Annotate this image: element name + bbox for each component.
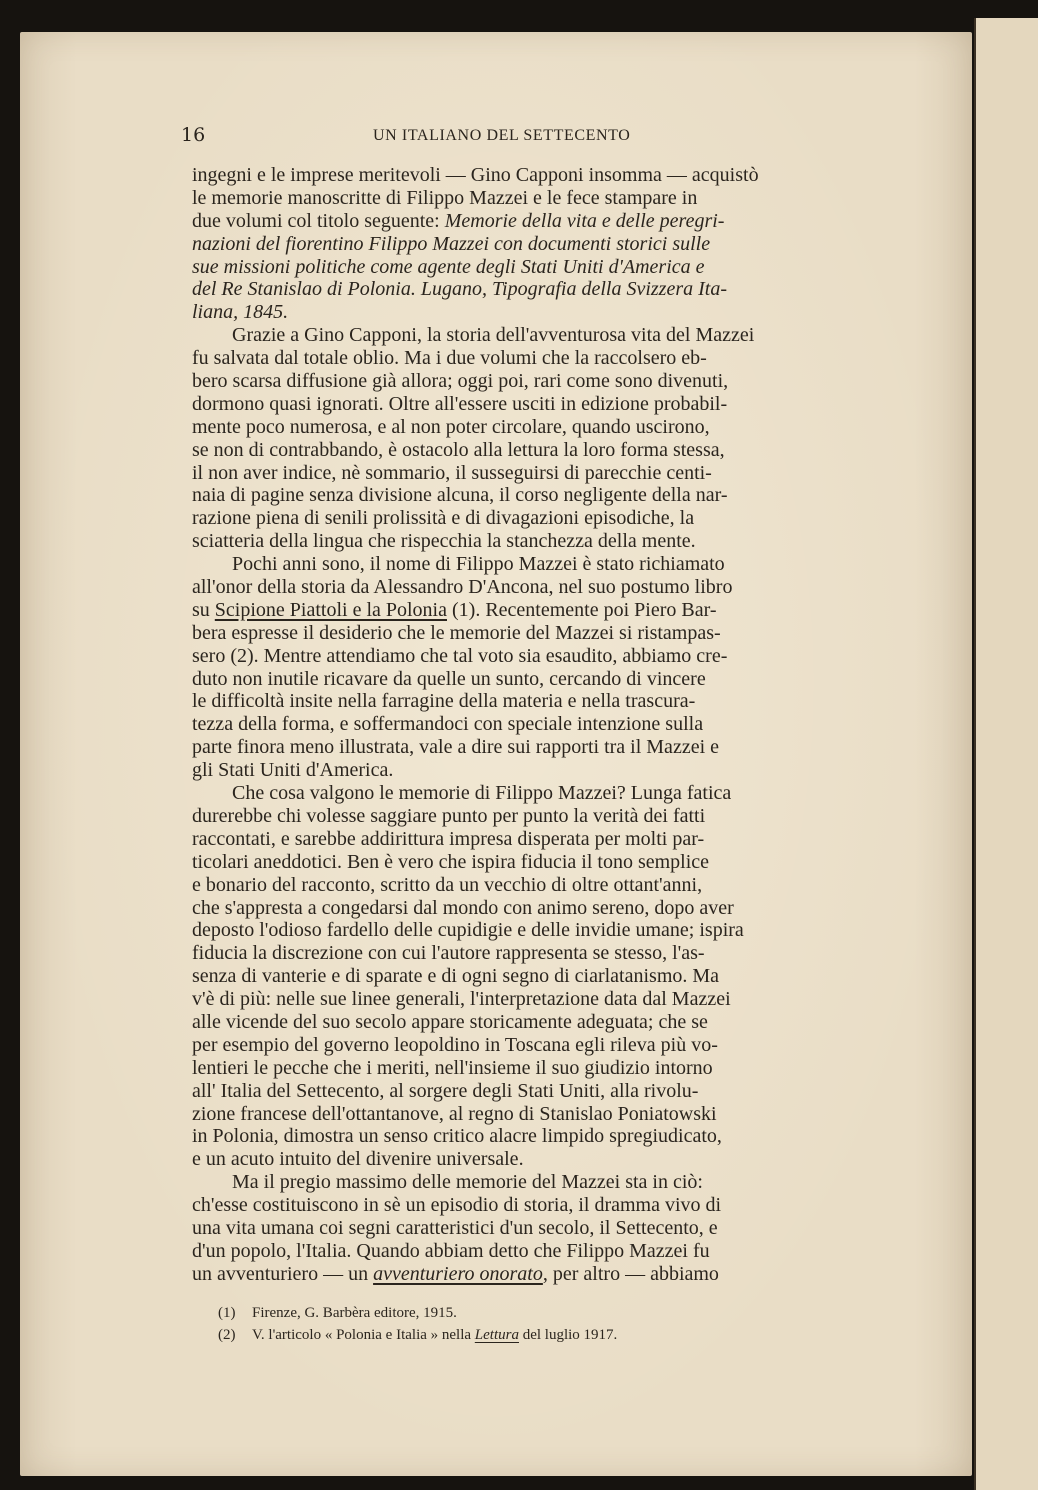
text-segment: un avventuriero — un: [192, 1262, 374, 1285]
text-line: deposto l'odioso fardello delle cupidigie e delle invidie umane; ispira: [192, 919, 744, 942]
text-line: [192, 256, 868, 279]
text-line: [192, 278, 868, 301]
text-line: dormono quasi ignorati. Oltre all'essere usciti in edizione probabil-: [192, 392, 728, 415]
facing-page-edge: [974, 18, 1038, 1490]
text-line: Grazie a Gino Capponi, la storia dell'avventurosa vita del Mazzei: [232, 324, 755, 347]
running-head: [0, 124, 1038, 152]
text-line: fiducia la discrezione con cui l'autore rappresenta se stesso, l'as-: [192, 942, 705, 965]
text-line: duto non inutile ricavare da quelle un sunto, cercando di vincere: [192, 667, 706, 690]
text-line: razione piena di senili prolissità e di divagazioni episodiche, la: [192, 507, 695, 530]
running-title: UN ITALIANO DEL SETTECENTO: [373, 127, 631, 144]
text-line: bera espresse il desiderio che le memorie del Mazzei si ristampas-: [192, 621, 721, 644]
text-segment: (1). Recentemente poi Piero Bar-: [447, 598, 717, 621]
page-number: 16: [181, 124, 206, 146]
text-segment: Scipione Piattoli e la Polonia: [214, 598, 447, 621]
text-line: ingegni e le imprese meritevoli — Gino Capponi insomma — acquistò: [192, 164, 759, 186]
text-line: [192, 210, 868, 233]
footnotes: [218, 1302, 858, 1346]
text-line: e bonario del racconto, scritto da un vecchio di oltre ottant'anni,: [192, 873, 703, 896]
footnote-marker: (1): [218, 1305, 236, 1321]
italic-segment: nazioni del fiorentino Filippo Mazzei con documenti storici sulle: [192, 232, 711, 255]
text-line: mente poco numerosa, e al non poter circolare, quando uscirono,: [192, 415, 710, 438]
footnote-text: V. l'articolo « Polonia e Italia » nella: [252, 1327, 475, 1343]
text-line: senza di vanterie e di sparate e di ogni segno di ciarlatanismo. Ma: [192, 965, 720, 988]
text-line: all' Italia del Settecento, al sorgere degli Stati Uniti, alla rivolu-: [192, 1079, 699, 1102]
text-line: Ma il pregio massimo delle memorie del Mazzei sta in ciò:: [232, 1171, 703, 1194]
italic-segment: liana, 1845.: [192, 301, 289, 324]
text-line: Che cosa valgono le memorie di Filippo Mazzei? Lunga fatica: [232, 782, 732, 805]
text-line: e un acuto intuito del divenire universale.: [192, 1148, 524, 1171]
text-line: fu salvata dal totale oblio. Ma i due volumi che la raccolsero eb-: [192, 347, 707, 370]
text-line: bero scarsa diffusione già allora; oggi poi, rari come sono divenuti,: [192, 370, 729, 393]
text-segment: , per altro — abbiamo: [542, 1262, 719, 1285]
text-line: naia di pagine senza divisione alcuna, il corso negligente della nar-: [192, 484, 728, 507]
footnote-text: Firenze, G. Barbèra editore, 1915.: [252, 1305, 457, 1321]
text-line: sciatteria della lingua che rispecchia la stanchezza della mente.: [192, 530, 696, 553]
italic-segment: del Re Stanislao di Polonia. Lugano, Tipografia della Svizzera Ita-: [192, 278, 727, 301]
text-line: le difficoltà insite nella farragine della materia e nella trascura-: [192, 690, 696, 713]
text-line: ch'esse costituiscono in sè un episodio di storia, il dramma vivo di: [192, 1194, 722, 1217]
text-line: zione francese dell'ottantanove, al regno di Stanislao Poniatowski: [192, 1102, 717, 1125]
text-line: il non aver indice, nè sommario, il susseguirsi di parecchie centi-: [192, 461, 712, 484]
text-line: d'un popolo, l'Italia. Quando abbiam detto che Filippo Mazzei fu: [192, 1239, 710, 1262]
footnote: [218, 1302, 858, 1324]
text-line: se non di contrabbando, è ostacolo alla lettura la loro forma stessa,: [192, 438, 725, 461]
italic-segment: Memorie della vita e delle peregri-: [444, 209, 725, 232]
text-line: gli Stati Uniti d'America.: [192, 759, 394, 782]
text-line: ticolari aneddotici. Ben è vero che ispira fiducia il tono semplice: [192, 850, 710, 873]
text-line: raccontati, e sarebbe addirittura impresa disperata per molti par-: [192, 827, 705, 850]
text-line: per esempio del governo leopoldino in Toscana egli rileva più vo-: [192, 1033, 718, 1056]
footnote: [218, 1324, 858, 1346]
text-line: all'onor della storia da Alessandro D'Ancona, nel suo postumo libro: [192, 576, 733, 599]
text-line: in Polonia, dimostra un senso critico alacre limpido spregiudicato,: [192, 1125, 722, 1148]
text-line: sero (2). Mentre attendiamo che tal voto sia esaudito, abbiamo cre-: [192, 644, 728, 667]
text-line: [192, 599, 868, 622]
text-line: [192, 233, 868, 256]
text-line: v'è di più: nelle sue linee generali, l'interpretazione data dal Mazzei: [192, 988, 731, 1011]
text-line: una vita umana coi segni caratteristici d'un secolo, il Settecento, e: [192, 1216, 718, 1239]
italic-segment: sue missioni politiche come agente degli Stati Uniti d'America e: [192, 255, 705, 278]
main-text-block: [192, 164, 868, 1286]
text-line: parte finora meno illustrata, vale a dire sui rapporti tra il Mazzei e: [192, 736, 720, 759]
text-line: [192, 1263, 868, 1286]
text-line: che s'appresta a congedarsi dal mondo con animo sereno, dopo aver: [192, 896, 734, 919]
footnote-marker: (2): [218, 1327, 236, 1343]
text-line: Pochi anni sono, il nome di Filippo Mazzei è stato richiamato: [232, 553, 725, 576]
text-line: lentieri le pecche che i meriti, nell'insieme il suo giudizio intorno: [192, 1056, 713, 1079]
text-line: tezza della forma, e soffermandoci con speciale intenzione sulla: [192, 713, 704, 736]
footnote-text: del luglio 1917.: [518, 1327, 618, 1343]
text-line: alle vicende del suo secolo appare storicamente adeguata; che se: [192, 1010, 708, 1033]
text-line: durerebbe chi volesse saggiare punto per punto la verità dei fatti: [192, 804, 706, 827]
text-segment: su: [192, 598, 215, 621]
text-segment: due volumi col titolo seguente:: [192, 209, 445, 232]
italic-segment: avventuriero onorato: [373, 1262, 543, 1285]
text-line: [192, 301, 868, 324]
text-line: le memorie manoscritte di Filippo Mazzei e le fece stampare in: [192, 186, 698, 209]
footnote-text: Lettura: [474, 1327, 519, 1343]
